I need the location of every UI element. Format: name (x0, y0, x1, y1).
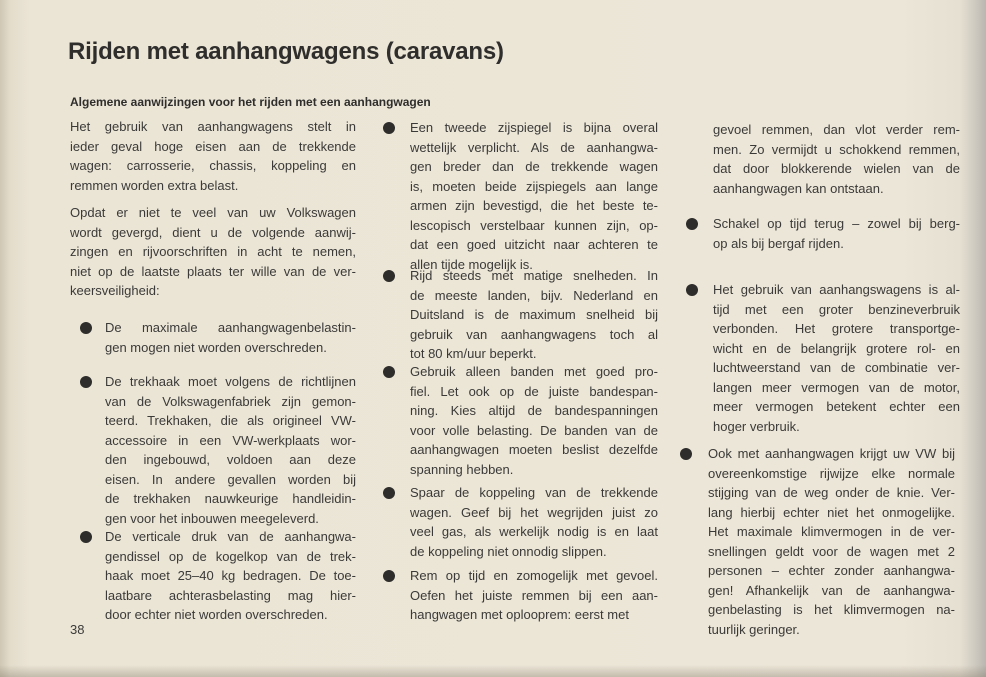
text-line: gendissel op de kogelkop van de trek- (105, 548, 356, 564)
bullet-dot-icon (686, 218, 698, 230)
bullet-dot-icon (383, 570, 395, 582)
text-line: luchtweerstand van de combinatie ver- (713, 360, 960, 375)
bullet-dot-icon (80, 322, 92, 334)
text-line: Gebruik alleen banden met goed pro- (410, 364, 658, 379)
bullet-dot-icon (383, 122, 395, 134)
text-line: accessoire in een VW-werkplaats wor- (105, 432, 356, 448)
text-line: stijging van de weg onder de knie. Ver- (708, 485, 955, 500)
bullet-dot-icon (383, 366, 395, 378)
page-title: Rijden met aanhangwagens (caravans) (68, 38, 504, 65)
paragraph (713, 120, 960, 198)
text-line: De verticale druk van de aanhangwa- (105, 529, 356, 544)
bullet-item (105, 372, 356, 528)
bullet-dot-icon (680, 448, 692, 460)
bullet-dot-icon (80, 376, 92, 388)
text-line: ning. Kies altijd de bandespanningen (410, 403, 658, 418)
text-line: de trekhaken nauwkeurige handleidin- (105, 491, 356, 506)
text-line: wordt gevergd, dient u de volgende aanwij- (70, 224, 356, 240)
text-line: voor volle belasting. De banden van de (410, 422, 658, 438)
text-line: Oefen het juiste remmen bij een aan- (410, 587, 658, 603)
text-line: haak moet 25–40 kg bedragen. De toe- (105, 568, 356, 583)
text-line: is, moeten beide zijspiegels aan lange (410, 178, 658, 194)
bullet-item (713, 214, 960, 253)
page-number: 38 (70, 622, 85, 637)
paragraph (70, 117, 356, 195)
text-line: hoger verbruik. (713, 418, 800, 434)
text-line: eisen. In andere gevallen worden bij (105, 471, 356, 487)
bullet-dot-icon (80, 531, 92, 543)
text-line: tuurlijk geringer. (708, 621, 800, 637)
text-line: De maximale aanhangwagenbelastin- (105, 320, 356, 335)
text-line: men. Zo vermijdt u schokkend remmen, (713, 141, 960, 157)
text-line: spanning hebben. (410, 461, 514, 477)
paragraph (70, 203, 356, 301)
text-line: van de Volkswagenfabriek zijn gemon- (105, 393, 356, 409)
text-line: lescopisch verstelbaar kunnen zijn, op- (410, 217, 658, 233)
text-line: Het gebruik van aanhangwagens stelt in (70, 119, 356, 134)
text-line: hangwagen met oplooprem: eerst met (410, 607, 629, 622)
text-line: snellingen geldt voor de wagen met 2 (708, 543, 955, 559)
bullet-dot-icon (383, 487, 395, 499)
text-line: lang hierbij echter niet het onmogelijke. (708, 504, 955, 520)
text-line: remmen worden extra belast. (70, 177, 239, 193)
text-line: gen mogen niet worden overschreden. (105, 339, 327, 355)
text-line: aanhangwagen kan ontstaan. (713, 180, 884, 196)
bullet-item (105, 318, 356, 357)
text-line: verbonden. Het grotere transportge- (713, 321, 960, 336)
text-line: dat door blokkerende wielen van de (713, 161, 960, 176)
bullet-item (410, 566, 658, 625)
text-line: wagen: carrosserie, chassis, koppeling en (70, 158, 356, 173)
text-line: laatbare achterasbelasting mag hier- (105, 587, 356, 603)
text-line: De trekhaak moet volgens de richtlijnen (105, 374, 356, 389)
bullet-item (713, 280, 960, 436)
text-line: overeenkomstige rijwijze elke normale (708, 465, 955, 481)
text-line: personen – echter zonder aanhangwa- (708, 563, 955, 578)
text-line: Rem op tijd en zomogelijk met gevoel. (410, 568, 658, 583)
text-line: veel gas, als werkelijk nodig is en laat (410, 524, 658, 539)
text-line: Duitsland is de maximum snelheid bij (410, 307, 658, 322)
text-line: tot 80 km/uur beperkt. (410, 346, 537, 361)
text-line: Schakel op tijd terug – zowel bij berg- (713, 216, 960, 231)
text-line: den ingebouwd, voldoen aan deze (105, 452, 356, 467)
text-line: wicht en de belangrijk grotere rol- en (713, 340, 960, 356)
text-line: teerd. Trekhaken, die als origineel VW- (105, 413, 356, 428)
text-line: Ook met aanhangwagen krijgt uw VW bij (708, 446, 955, 461)
bullet-item (708, 444, 955, 639)
section-subtitle: Algemene aanwijzingen voor het rijden met een aanhangwagen (70, 95, 431, 109)
text-line: gen voor het inbouwen meegeleverd. (105, 510, 319, 526)
text-line: Een tweede zijspiegel is bijna overal (410, 120, 658, 135)
text-line: gen breder dan de trekkende wagen (410, 159, 658, 174)
text-line: ieder geval hoge eisen aan de trekkende (70, 138, 356, 154)
text-line: niet op de laatste plaats ter wille van de ver- (70, 263, 356, 279)
text-line: armen zijn bevestigd, die het beste te- (410, 198, 658, 213)
text-line: Opdat er niet te veel van uw Volkswagen (70, 205, 356, 220)
text-line: dat een goed uitzicht naar achteren te (410, 237, 658, 252)
bullet-dot-icon (383, 270, 395, 282)
bullet-item (410, 362, 658, 479)
bullet-dot-icon (686, 284, 698, 296)
text-line: gebruik van aanhangwagens toch al (410, 326, 658, 342)
page-edge-shadow (0, 665, 986, 677)
bullet-item (410, 118, 658, 274)
text-line: genbelasting is het klimvermogen na- (708, 602, 955, 617)
text-line: allen tijde mogelijk is. (410, 256, 533, 272)
text-line: wagen. Geef bij het wegrijden juist zo (410, 504, 658, 520)
text-line: de meeste landen, bijv. Nederland en (410, 287, 658, 303)
text-line: Het gebruik van aanhangswagens is al- (713, 282, 960, 297)
text-line: Rijd steeds met matige snelheden. In (410, 268, 658, 283)
text-line: Spaar de koppeling van de trekkende (410, 485, 658, 500)
bullet-item (105, 527, 356, 625)
text-line: keersveiligheid: (70, 283, 160, 298)
bullet-item (410, 266, 658, 364)
text-line: aanhangwagen moeten beslist dezelfde (410, 442, 658, 457)
text-line: wettelijk verplicht. Als de aanhangwa- (410, 139, 658, 155)
text-line: Het maximale klimvermogen in de ver- (708, 524, 955, 539)
text-line: gevoel remmen, dan vlot verder rem- (713, 122, 960, 137)
text-line: door echter niet worden overschreden. (105, 607, 328, 622)
text-line: op als bij bergaf rijden. (713, 235, 844, 251)
text-line: de koppeling niet onnodig slippen. (410, 543, 607, 559)
text-line: fiel. Let ook op de juiste bandespan- (410, 383, 658, 399)
text-line: langen meer vermogen van de motor, (713, 379, 960, 395)
text-line: zingen en rijvoorschriften in acht te nemen, (70, 244, 356, 259)
text-line: gen! Afhankelijk van de aanhangwa- (708, 582, 955, 598)
text-line: meer vermogen betekent echter een (713, 399, 960, 414)
bullet-item (410, 483, 658, 561)
text-line: tijd met een groter benzineverbruik (713, 301, 960, 317)
